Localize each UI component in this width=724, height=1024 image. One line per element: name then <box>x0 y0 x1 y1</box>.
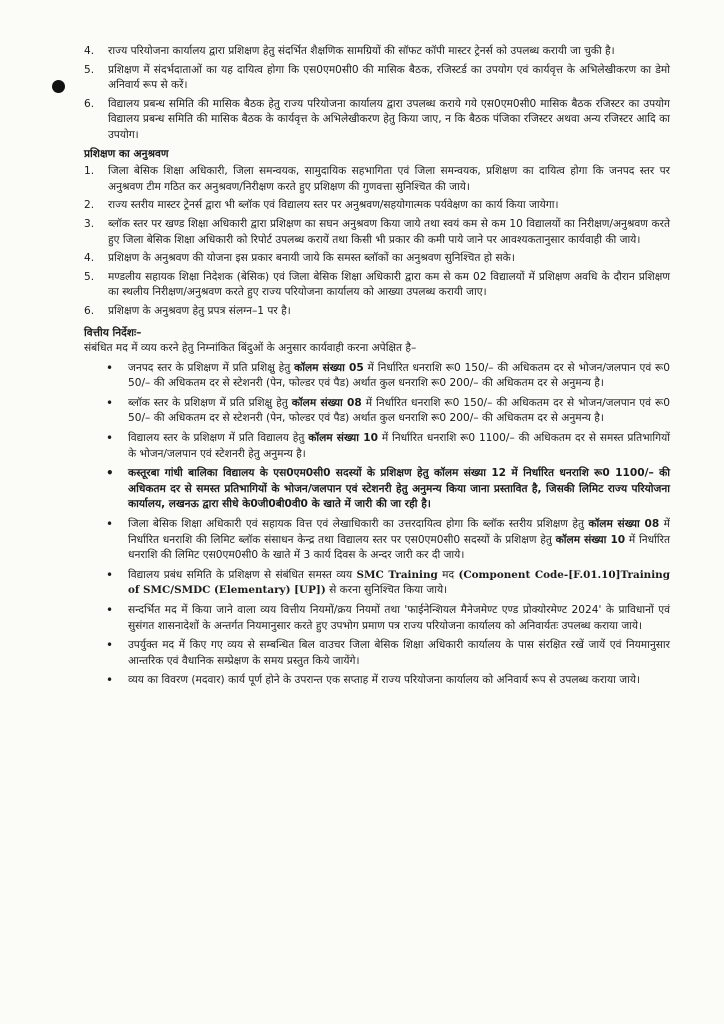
item-text: मण्डलीय सहायक शिक्षा निदेशक (बेसिक) एवं जिला बेसिक शिक्षा अधिकारी द्वारा कम से कम 02 विद्यालयों में प्रशिक्षण अवधि के दौरान प्रशिक्षण का स्थलीय निरीक्षण/अनुश्रवण करते हुए राज्य परियोजना कार्यालय को आख्या उपलब्ध करायी जाए। <box>108 270 670 299</box>
list-item <box>104 568 670 599</box>
bullet-icon: • <box>106 517 114 532</box>
text-run: सन्दर्भित मद में किया जाने वाला व्यय वित्तीय नियमों/क्रय नियमों तथा 'फाईनेन्शियल मैनेजमेण्ट एण्ड प्रोक्योरमेण्ट 2024' के प्राविधानों एवं सुसंगत शासनादेशों के अन्तर्गत नियमानुसार करते हुए उपभोग प्रमाण पत्र राज्य परियोजना कार्यालय को अनिवार्यतः उपलब्ध कराया जाये। <box>128 604 670 632</box>
bold-text: कस्तूरबा गांधी बालिका विद्यालय के एस0एम0सी0 सदस्यों के प्रशिक्षण हेतु कॉलम संख्या 12 में निर्धारित धनराशि रू0 1100/– की अधिकतम दर से समस्त प्रतिभागियों के भोजन/जलपान एवं स्टेशनरी हेतु अनुमन्य किया जाना प्रस्तावित है, जिसकी लिमिट राज्य परियोजना कार्यालय, लखनऊ द्वारा सीधे के0जी0बी0वी0 के खाते में जारी की जा रही है। <box>128 467 670 511</box>
text-run: विद्यालय प्रबंध समिति के प्रशिक्षण से संबंधित समस्त व्यय <box>128 568 357 581</box>
text-run: विद्यालय स्तर के प्रशिक्षण में प्रति विद्यालय हेतु <box>128 432 309 445</box>
list-item <box>104 361 670 392</box>
text-run: जिला बेसिक शिक्षा अधिकारी एवं सहायक वित्त एवं लेखाधिकारी का उत्तरदायित्व होगा कि ब्लॉक स्तरीय प्रशिक्षण हेतु <box>128 518 589 531</box>
text-run: में निर्धारित धनराशि रू0 1100/– की अधिकतम दर से समस्त प्रतिभागियों के भोजन/जलपान एवं स्टेशनरी हेतु अनुमन्य है। <box>128 432 670 460</box>
text-run: जनपद स्तर के प्रशिक्षण में प्रति प्रशिक्षु हेतु <box>128 361 295 374</box>
item-text: ब्लॉक स्तर पर खण्ड शिक्षा अधिकारी द्वारा प्रशिक्षण का सघन अनुश्रवण किया जाये तथा स्वयं कम से कम 10 विद्यालयों का निरीक्षण/अनुश्रवण करते हुए जिला बेसिक शिक्षा अधिकारी को रिपोर्ट उपलब्ध करायें तथा किसी भी प्रकार की कमी पाये जाने पर आवश्यकतानुसार कार्यवाही की जाये। <box>108 217 670 246</box>
bold-text: कॉलम संख्या 10 <box>308 432 378 445</box>
latin-text: SMC Training <box>356 568 438 581</box>
item-number: 5. <box>84 270 95 283</box>
bold-text: कॉलम संख्या 08 <box>291 396 362 409</box>
item-text: प्रशिक्षण के अनुश्रवण की योजना इस प्रकार बनायी जाये कि समस्त ब्लॉकों का अनुश्रवण सुनिश्चित हो सके। <box>108 252 515 265</box>
text-run: में निर्धारित धनराशि रू0 150/– की अधिकतम दर से भोजन/जलपान एवं रू0 50/– की अधिकतम दर से स्टेशनरी (पेन, फोल्डर एवं पैड) अर्थात कुल धनराशि रू0 200/– की अधिकतम दर से अनुमन्य है। <box>128 396 671 425</box>
list-item <box>104 466 670 513</box>
list-item <box>104 431 670 462</box>
item-number: 5. <box>84 63 95 76</box>
item-number: 3. <box>84 217 95 230</box>
list-item <box>84 251 670 267</box>
latin-text: (Component Code-[F.01.10]Training of SMC/SMDC (Elementary) [UP]) <box>128 568 670 597</box>
document-page <box>84 44 670 693</box>
bullet-icon: • <box>106 603 114 617</box>
punch-hole <box>52 80 65 93</box>
bold-text: कॉलम संख्या 10 <box>555 533 626 546</box>
list-item <box>84 198 670 214</box>
list-item <box>104 638 670 669</box>
text-run: में निर्धारित धनराशि की लिमिट एस0एम0सी0 के खाते में 3 कार्य दिवस के अन्दर जारी कर दी जाये। <box>128 533 671 562</box>
bold-text: कॉलम संख्या 08 <box>588 518 660 531</box>
list-item <box>104 603 670 634</box>
text-run: से करना सुनिश्चित किया जाये। <box>325 584 448 597</box>
list-item <box>104 396 670 427</box>
text-run: ब्लॉक स्तर के प्रशिक्षण में प्रति प्रशिक्षु हेतु <box>128 396 292 409</box>
list-item <box>84 217 670 248</box>
bold-text: कॉलम संख्या 05 <box>294 361 364 374</box>
list-item <box>84 63 670 94</box>
item-text: जिला बेसिक शिक्षा अधिकारी, जिला समन्वयक, सामुदायिक सहभागिता एवं जिला समन्वयक, प्रशिक्षण का दायित्व होगा कि जनपद स्तर पर अनुश्रवण टीम गठित कर अनुश्रवण/निरीक्षण करते हुए प्रशिक्षण की गुणवत्ता सुनिश्चित की जाये। <box>108 165 670 193</box>
bullet-icon: • <box>106 360 114 375</box>
monitoring-heading: प्रशिक्षण का अनुश्रवण <box>84 147 169 160</box>
financial-heading: वित्तीय निर्देशः– <box>84 326 142 339</box>
item-text: प्रशिक्षण में संदर्भदाताओं का यह दायित्व होगा कि एस0एम0सी0 की मासिक बैठक, रजिस्टर्ड का उपयोग एवं कार्यवृत्त के अभिलेखीकरण का डेमो अनिवार्य रूप से करें। <box>108 63 670 92</box>
text-run: में निर्धारित धनराशि रू0 150/– की अधिकतम दर से भोजन/जलपान एवं रू0 50/– की अधिकतम दर से स्टेशनरी (पेन, फोल्डर एवं पैड) अर्थात कुल धनराशि रू0 200/– की अधिकतम दर से अनुमन्य है। <box>128 361 671 390</box>
list-item <box>104 517 670 564</box>
bullet-icon: • <box>106 431 114 446</box>
list-item <box>104 673 670 689</box>
financial-intro: संबंधित मद में व्यय करने हेतु निम्नांकित बिंदुओं के अनुसार कार्यवाही करना अपेक्षित है– <box>84 342 417 355</box>
item-text: राज्य स्तरीय मास्टर ट्रेनर्स द्वारा भी ब्लॉक एवं विद्यालय स्तर पर अनुश्रवण/सहयोगात्मक पर्यवेक्षण का कार्य किया जायेगा। <box>108 199 559 212</box>
item-text: राज्य परियोजना कार्यालय द्वारा प्रशिक्षण हेतु संदर्भित शैक्षणिक सामग्रियों की सॉफट कॉपी मास्टर ट्रेनर्स को उपलब्ध करायी जा चुकी है। <box>108 45 615 57</box>
item-text: विद्यालय प्रबन्ध समिति की मासिक बैठक हेतु राज्य परियोजना कार्यालय द्वारा उपलब्ध कराये गये एस0एम0सी0 मासिक बैठक रजिस्टर का उपयोग विद्यालय प्रबन्ध समिति की मासिक बैठक के कार्यवृत्त के अभिलेखीकरण हेतु किया जाए, न कि बैठक पंजिका रजिस्टर अथवा अन्य रजिस्टर आदि का उपयोग। <box>108 97 670 141</box>
item-number: 4. <box>84 45 95 57</box>
list-item <box>84 304 670 320</box>
text-run: व्यय का विवरण (मदवार) कार्य पूर्ण होने के उपरान्त एक सप्ताह में राज्य परियोजना कार्यालय को अनिवार्य रूप से उपलब्ध कराया जाये। <box>128 674 640 687</box>
item-text: प्रशिक्षण के अनुश्रवण हेतु प्रपत्र संलग्न–1 पर है। <box>108 304 291 317</box>
bullet-icon: • <box>106 673 114 688</box>
monitoring-list <box>84 164 670 319</box>
list-item <box>84 44 670 60</box>
item-number: 6. <box>84 304 95 317</box>
financial-list <box>84 361 670 689</box>
bullet-icon: • <box>106 466 114 481</box>
item-number: 2. <box>84 199 95 212</box>
intro-list <box>84 44 670 144</box>
text-run: में निर्धारित धनराशि की लिमिट ब्लॉक संसाधन केन्द्र तथा विद्यालय स्तर पर एस0एम0सी0 सदस्यों के प्रशिक्षण हेतु <box>128 518 671 546</box>
item-number: 1. <box>84 165 95 178</box>
text-run: उपर्युक्त मद में किए गए व्यय से सम्बन्धित बिल वाउचर जिला बेसिक शिक्षा अधिकारी कार्यालय के पास संरक्षित रखें जायें एवं नियमानुसार आन्तरिक एवं वैधानिक सम्प्रेक्षण के समय प्रस्तुत किये जायेंगे। <box>128 639 670 667</box>
list-item <box>84 270 670 301</box>
bullet-icon: • <box>106 567 114 582</box>
list-item <box>84 97 670 144</box>
item-number: 4. <box>84 252 95 265</box>
item-number: 6. <box>84 97 95 110</box>
text-run: मद <box>437 568 459 581</box>
bullet-icon: • <box>106 638 114 653</box>
bullet-icon: • <box>106 395 114 410</box>
list-item <box>84 164 670 195</box>
